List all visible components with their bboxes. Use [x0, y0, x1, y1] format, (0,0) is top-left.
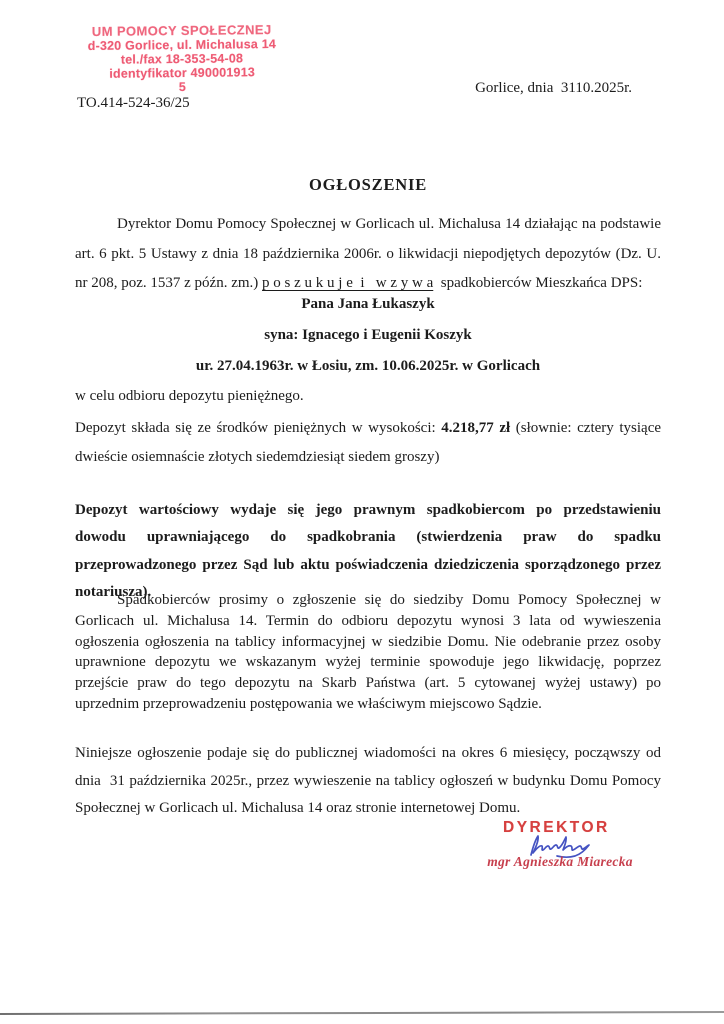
stamp-phone-line: tel./fax 18-353-54-08 — [120, 51, 244, 67]
document-title: OGŁOSZENIE — [308, 175, 428, 194]
stamp-address-line: d-320 Gorlice, ul. Michalusa 14 — [87, 37, 277, 53]
paragraph-public-notice: Niniejsze ogłoszenie podaje się do publicznej wiadomości na okres 6 miesięcy, począwszy od dnia 31 października 2025r., przez wywieszenie na tablicy ogłoszeń w budynku Domu Pomocy Społecznej w Gorlicach ul. Michalusa 14 oraz stronie internetowej Domu. — [75, 745, 661, 817]
deposit-amount: 4.218,77 zł — [441, 420, 511, 436]
paragraph-deposit — [75, 414, 661, 471]
intro-text-after: spadkobierców Mieszkańca DPS: — [433, 275, 643, 291]
paragraph-purpose: w celu odbioru depozytu pieniężnego. — [75, 388, 304, 404]
paragraph-heirs-bold: Depozyt wartościowy wydaje się jego prawnym spadkobiercom po przedstawieniu dowodu uprawniającego do spadkobrania (stwierdzenia praw do spadku przeprowadzonego przez Sąd lub aktu poświadczenia dziedziczenia sporządzonego przez notariusza). — [75, 502, 661, 600]
paragraph-intro — [75, 210, 661, 299]
deposit-text-after: (słownie: cztery tysiące dwieście osiemnaście złotych siedemdziesiąt siedem groszy) — [75, 420, 662, 465]
deceased-parents-line: syna: Ignacego i Eugenii Koszyk — [264, 327, 472, 343]
stamp-identifier-suffix: 5 — [178, 79, 186, 95]
date-line: Gorlice, dnia 3110.2025r. — [475, 80, 632, 96]
intro-text-before: Dyrektor Domu Pomocy Społecznej w Gorlicach ul. Michalusa 14 działając na podstawie art. 6 pkt. 5 Ustawy z dnia 18 października 2006r. o likwidacji niepodjętych depozytów (Dz. U. nr 208, poz. 1537 z późn. zm.) — [75, 216, 661, 291]
stamp-identifier-line: identyfikator 490001913 — [109, 65, 256, 81]
intro-underlined-phrase: p o s z u k u j e i w z y w a — [262, 275, 434, 291]
director-name-stamp: mgr Agnieszka Miarecka — [487, 854, 633, 869]
office-header-stamp — [72, 23, 293, 95]
deposit-text-before: Depozyt składa się ze środków pieniężnych w wysokości: — [75, 420, 442, 436]
scan-edge-artifact — [0, 1011, 724, 1015]
stamp-institution-line: UM POMOCY SPOŁECZNEJ — [91, 22, 272, 39]
paragraph-claim-deadline: Spadkobierców prosimy o zgłoszenie się do siedziby Domu Pomocy Społecznej w Gorlicach ul. Michalusa 14. Termin do odbioru depozytu wynosi 3 lata od wywieszenia ogłoszenia ogłoszenia na tablicy informacyjnej w siedzibie Domu. Nie odebranie przez osoby uprawnione depozytu we wskazanym wyżej terminie spowoduje jego likwidację, poprzez przejście praw do tego depozytu na Skarb Państwa (art. 5 cytowanej wyżej ustawy) po uprzednim przeprowadzeniu postępowania we właściwym miejscowo Sądzie. — [75, 592, 661, 712]
reference-number: TO.414-524-36/25 — [77, 95, 190, 111]
deceased-dates-line: ur. 27.04.1963r. w Łosiu, zm. 10.06.2025r. w Gorlicach — [195, 358, 541, 374]
deceased-name-line: Pana Jana Łukaszyk — [301, 296, 435, 312]
director-role-stamp: DYREKTOR — [503, 819, 610, 836]
